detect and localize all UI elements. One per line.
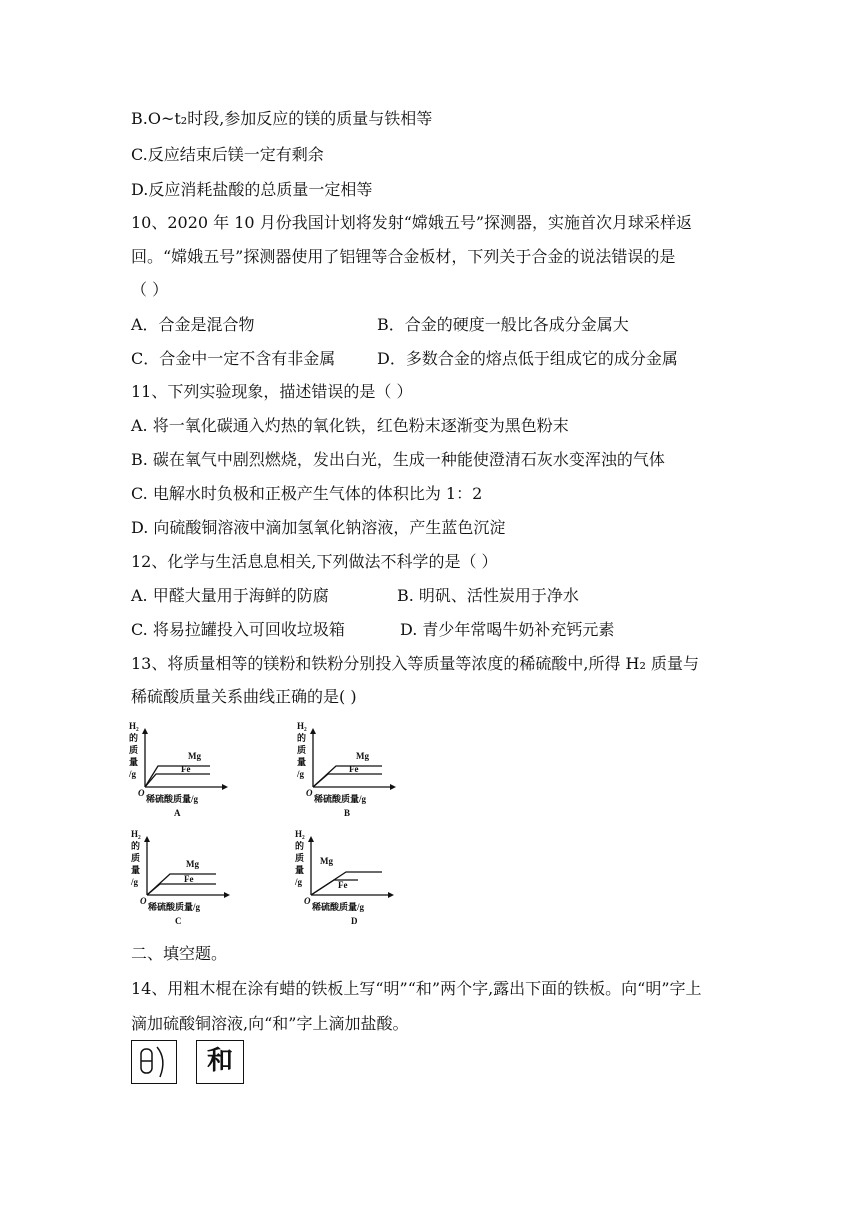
origin-label: O (140, 896, 147, 906)
y-label-de: 的 (131, 841, 141, 851)
mg-curve (313, 766, 382, 787)
y-label-unit: /g (295, 877, 303, 887)
ming-character-box (131, 1040, 177, 1084)
question-14-line2: 滴加硫酸铜溶液,向“和”字上滴加盐酸。 (131, 1014, 409, 1033)
y-label-unit: /g (129, 769, 137, 779)
y-label-de: 的 (129, 733, 139, 743)
x-axis-arrow (224, 892, 230, 898)
q11-option-d: D. 向硫酸铜溶液中滴加氢氧化钠溶液，产生蓝色沉淀 (131, 518, 506, 537)
q10-option-c: C．合金中一定不含有非金属 (131, 349, 336, 368)
x-label: 稀硫酸质量/g (146, 794, 199, 804)
he-character: 和 (206, 1046, 233, 1076)
q11-option-a: A. 将一氧化碳通入灼热的氧化铁，红色粉末逐渐变为黑色粉末 (131, 416, 569, 435)
x-axis-arrow (388, 892, 394, 898)
y-axis-arrow (144, 836, 150, 842)
y-label-h2: H₂ (131, 829, 141, 839)
q10-option-a: A．合金是混合物 (131, 315, 255, 334)
q12-option-d: D. 青少年常喝牛奶补充钙元素 (400, 620, 615, 639)
y-label-unit: /g (297, 769, 305, 779)
question-10-blank: （ ） (131, 280, 169, 299)
option-c-line: C.反应结束后镁一定有剩余 (131, 145, 324, 164)
fe-curve (311, 880, 358, 895)
y-label-liang: 量 (131, 865, 141, 875)
question-10-line2: 回。“嫦娥五号”探测器使用了铝锂等合金板材，下列关于合金的说法错误的是 (131, 247, 676, 266)
question-12: 12、化学与生活息息相关,下列做法不科学的是（ ） (131, 552, 498, 571)
graph-letter: D (351, 916, 358, 926)
question-13-line2: 稀硫酸质量关系曲线正确的是( ) (131, 687, 357, 706)
graph-d (294, 828, 399, 928)
graph-b (296, 720, 401, 820)
y-label-liang: 量 (129, 757, 139, 767)
y-label-zhi: 质 (129, 745, 139, 755)
q10-option-d: D．多数合金的熔点低于组成它的成分金属 (377, 349, 678, 368)
fe-label: Fe (338, 880, 348, 890)
x-axis-arrow (222, 784, 228, 790)
y-axis-arrow (308, 836, 314, 842)
option-b-line: B.O~t₂时段,参加反应的镁的质量与铁相等 (131, 109, 433, 128)
question-11: 11、下列实验现象，描述错误的是（ ） (131, 382, 413, 401)
mg-curve (145, 766, 210, 787)
y-label-liang: 量 (295, 865, 305, 875)
question-14-line1: 14、用粗木棍在涂有蜡的铁板上写“明”“和”两个字,露出下面的铁板。向“明”字上 (131, 979, 702, 998)
graph-c (130, 828, 235, 928)
fe-label: Fe (181, 764, 191, 774)
question-10-line1: 10、2020 年 10 月份我国计划将发射“嫦娥五号”探测器，实施首次月球采样返 (131, 213, 693, 232)
q12-option-c: C. 将易拉罐投入可回收垃圾箱 (131, 620, 345, 639)
y-label-zhi: 质 (295, 853, 305, 863)
origin-label: O (138, 788, 145, 798)
y-label-h2: H₂ (295, 829, 305, 839)
he-character-box (196, 1040, 244, 1084)
mg-label: Mg (188, 751, 201, 761)
fe-label: Fe (184, 874, 194, 884)
mg-label: Mg (356, 751, 369, 761)
y-label-unit: /g (131, 877, 139, 887)
fe-label: Fe (349, 764, 359, 774)
ming-character-image (132, 1041, 175, 1082)
y-label-zhi: 质 (131, 853, 141, 863)
section-2-heading: 二、填空题。 (131, 944, 228, 963)
x-label: 稀硫酸质量/g (312, 902, 365, 912)
graph-letter: C (175, 916, 182, 926)
graph-letter: A (174, 808, 181, 818)
y-label-liang: 量 (297, 757, 307, 767)
y-axis-arrow (310, 728, 316, 734)
y-axis-arrow (142, 728, 148, 734)
option-d-line: D.反应消耗盐酸的总质量一定相等 (131, 180, 373, 199)
q11-option-b: B. 碳在氧气中剧烈燃烧，发出白光，生成一种能使澄清石灰水变浑浊的气体 (131, 450, 665, 469)
y-label-h2: H₂ (129, 721, 139, 731)
y-label-de: 的 (297, 733, 307, 743)
q11-option-c: C. 电解水时负极和正极产生气体的体积比为 1：2 (131, 484, 483, 503)
mg-label: Mg (320, 856, 333, 866)
y-label-zhi: 质 (297, 745, 307, 755)
x-label: 稀硫酸质量/g (148, 902, 201, 912)
origin-label: O (304, 896, 311, 906)
graph-a (128, 720, 233, 820)
fe-curve (145, 774, 210, 787)
x-label: 稀硫酸质量/g (314, 794, 367, 804)
mg-label: Mg (186, 859, 199, 869)
question-13-line1: 13、将质量相等的镁粉和铁粉分别投入等质量等浓度的稀硫酸中,所得 H₂ 质量与 (131, 654, 699, 673)
q12-option-b: B. 明矾、活性炭用于净水 (397, 586, 579, 605)
origin-label: O (306, 788, 313, 798)
fe-curve (147, 884, 216, 895)
x-axis-arrow (390, 784, 396, 790)
fe-curve (313, 774, 382, 787)
q12-option-a: A. 甲醛大量用于海鲜的防腐 (131, 586, 329, 605)
q10-option-b: B．合金的硬度一般比各成分金属大 (377, 315, 629, 334)
y-label-de: 的 (295, 841, 305, 851)
y-label-h2: H₂ (297, 721, 307, 731)
graph-letter: B (344, 808, 351, 818)
